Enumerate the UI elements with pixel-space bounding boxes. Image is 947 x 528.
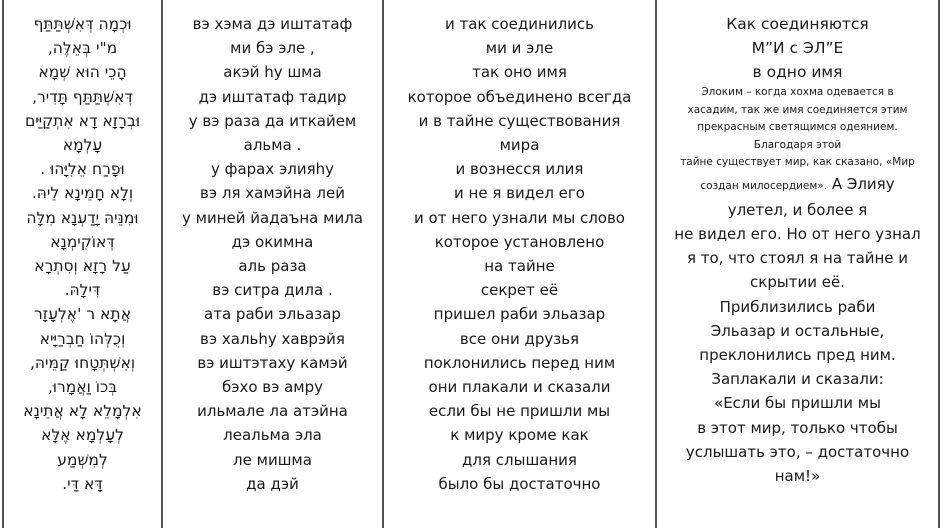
transliteration-line: ильмале ла атэйна [197,402,348,421]
transliteration-line: у миней йадаъна мила [182,208,363,227]
transliteration-line: вэ ля хамэйна лей [200,184,345,203]
translation-note-line: тайне существует мир, как сказано, «Мир [680,156,915,168]
transliteration-line: акэй hу шма [223,63,322,82]
literal-line: на тайне [484,257,555,276]
translation-title-line: в одно имя [752,63,843,81]
literal-line: и в тайне существования [418,111,621,130]
translation-title-line: М”И с ЭЛ”Е [751,39,844,57]
translation-body-line: скрытии её. [750,273,845,292]
literal-line: ми и эле [485,39,554,58]
hebrew-line: וּמִנֵּיהּ יָדַעְנָא מִלָּה [26,208,139,227]
translation-body-line: услышать это, – достаточно [685,442,910,461]
transliteration-line: вэ иштэтаху камэй [197,353,348,372]
transliteration-line: у вэ раза да иткайем [188,111,357,130]
transliteration-line: да дэй [246,474,299,493]
translation-body-line: Заплакали и сказали: [711,370,884,389]
translation-title-line: Как соединяются [726,15,869,33]
literal-line: они плакали и сказали [428,378,611,397]
hebrew-line: דְּאוֹקִימְנָא [50,232,115,251]
hebrew-line: הָכֵי הוּא שְׁמָא [38,63,127,82]
translation-body-line: улетел, и более я [727,200,868,219]
hebrew-line: וּפָרַח אֵלִיָּהוּ . [40,160,125,179]
transliteration-line: вэ ситра дила . [212,281,333,300]
literal-line: секрет её [480,281,559,300]
hebrew-line: וְלָא חָמֵינָא לֵיהּ. [31,184,134,203]
hebrew-line: עָלְמָא [62,136,103,155]
translation-note-end: создан милосердием». [700,179,828,192]
translation-body-line: не видел его. Но от него узнал [674,224,921,243]
transliteration-line: у фарах элияhу [211,160,334,179]
hebrew-line: דָּא דַּי. [62,474,103,493]
hebrew-line: עַל רָזָא וְסִתְרָא [34,257,131,276]
literal-line: к миру кроме как [450,426,589,445]
literal-line: пришел раби эльазар [433,305,606,324]
literal-line: так оно имя [472,63,567,82]
translation-body-line: Эльазар и остальные, [710,321,885,340]
transliteration-line: леальма эла [223,426,322,445]
transliteration-line: бэхо вэ амру [221,378,324,397]
transliteration-line: ата раби эльазар [204,305,341,324]
translation-note-line: Благодаря этой [753,138,842,151]
hebrew-line: וּכְמָה דְּאִשְׁתַּתַּף [33,15,132,33]
literal-line: для слышания [462,450,577,469]
transliteration-line: ле мишма [233,450,312,469]
hebrew-line: אֲתָא ר 'אֶלְעָזָר [34,305,131,324]
translation-body-line: «Если бы пришли мы [714,394,881,413]
hebrew-line: אִלְמָלֵא לָא אֲתֵינָא [23,402,142,421]
literal-line: и от него узнали мы слово [414,208,625,227]
literal-line: если бы не пришли мы [428,402,611,421]
parallel-text-table [2,0,940,528]
hebrew-line: וְאִשְׁתְּטָחוּ קַמֵּיהּ, [29,353,136,372]
transliteration-line: дэ иштатаф тадир [198,87,347,106]
translation-note-line: Элоким – когда хохма одевается в [701,86,894,98]
literal-line: все они друзья [459,329,580,348]
hebrew-line: דִּילָהּ. [64,281,101,300]
literal-line: было бы достаточно [438,474,601,493]
hebrew-line: לְעָלְמָא אֶלָּא [41,426,124,445]
literary-translation-column [655,0,938,528]
hebrew-line: וּבְרָזָא דָא אִתְקַיַּים [24,111,141,130]
translation-body-line: Приблизились раби [719,297,876,316]
transliteration-column [161,0,382,528]
transliteration-line: ми бэ эле , [230,39,315,58]
literal-line: поклонились перед ним [423,353,616,372]
transliteration-line: дэ окимна [231,232,314,251]
translation-body-start: А Элияу [827,174,895,193]
translation-note-line: прекрасным светящимся одеянием. [697,121,898,133]
translation-mixed-line [657,172,938,198]
transliteration-line: вэ хэма дэ иштатаф [192,15,353,33]
hebrew-line: דְּאִשְׁתַּתַּף תָּדִיר, [32,87,133,106]
literal-line: и не я видел его [454,184,585,203]
transliteration-line: вэ хальhу хаврэйя [200,329,345,348]
hebrew-line: מ"י בְּאֵלֶּה, [47,39,118,58]
hebrew-aramaic-column [4,0,161,528]
literal-line: мира [499,136,540,155]
translation-body-line: я то, что стоял я на тайне и [686,249,909,268]
translation-body-line: нам!» [774,466,821,485]
literal-line: и вознесся илия [455,160,584,179]
translation-body-line: преклонились пред ним. [699,345,896,364]
literal-line: и так соединились [444,15,595,33]
translation-note-line: хасадим, так же имя соединяется этим [687,103,908,116]
transliteration-line: альма . [243,136,302,155]
literal-line: которое установлено [434,232,605,251]
hebrew-line: וְכֻלְּהוֹ חַבְרַיָּיא [39,329,126,348]
translation-body-line: в этот мир, только чтобы [697,418,898,437]
hebrew-line: בְּכוֹ וַאֲמָרוּ, [47,378,118,397]
hebrew-line: לְמִשְׁמַע [57,450,108,469]
literal-line: которое объединено всегда [407,87,632,106]
literal-translation-column [382,0,655,528]
transliteration-line: аль раза [238,257,307,276]
